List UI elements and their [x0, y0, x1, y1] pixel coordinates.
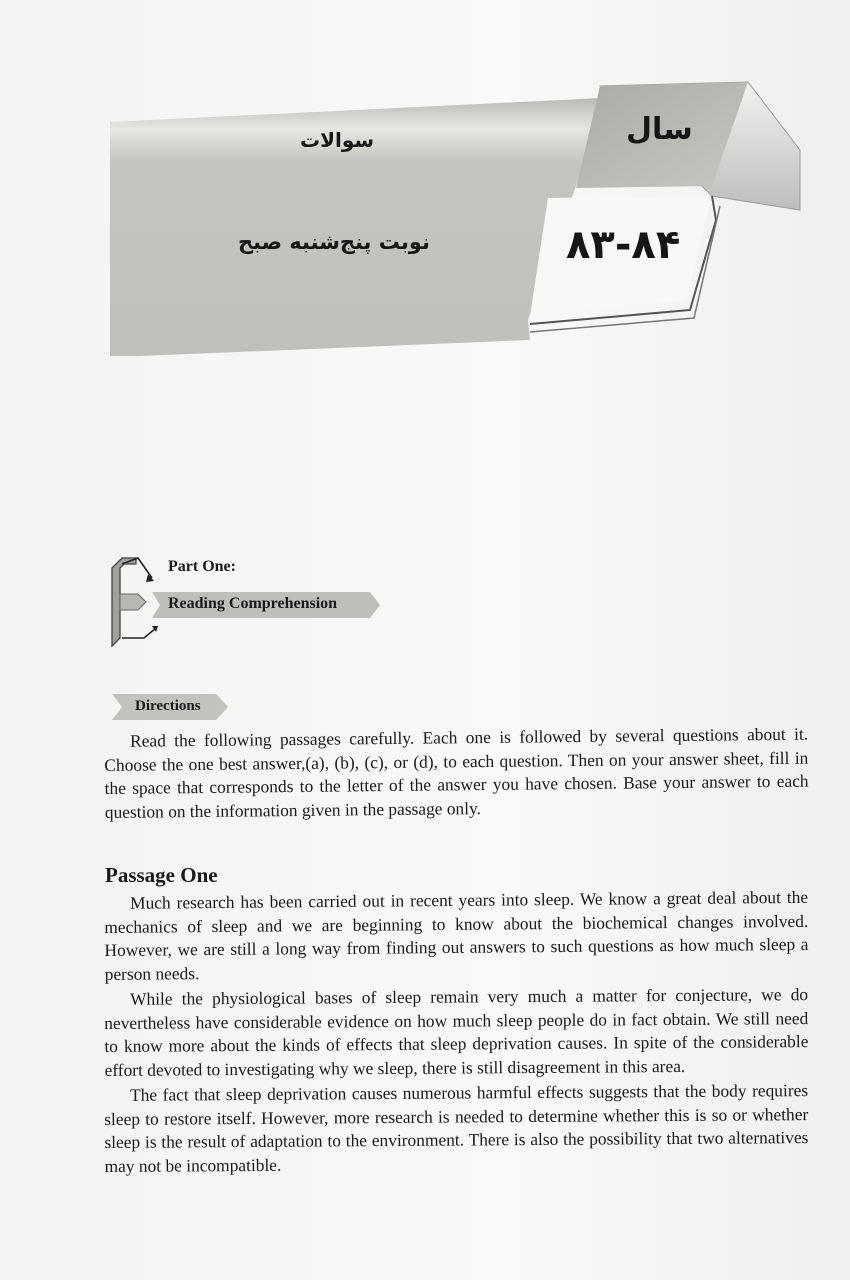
passage-paragraph [104, 1079, 809, 1178]
paragraph-text: Much research has been carried out in recent years into sleep. We know a great deal about the mechanics of sleep and we are beginning to know about the biochemical changes involved. However, we are still a long way from finding out answers to such questions as how much sleep a person needs. [104, 886, 809, 984]
directions-label: Directions [135, 698, 201, 714]
year-label: سال [626, 112, 693, 147]
header-banner [0, 0, 850, 400]
part-label: Part One: [168, 558, 236, 575]
directions-text [104, 723, 809, 825]
passage-title: Passage One [105, 863, 218, 887]
year-range: ۸۳-۸۴ [566, 222, 681, 268]
passage-paragraph [104, 983, 809, 1082]
session-heading: نوبت پنج‌شنبه صبح [238, 230, 430, 254]
passage-paragraph [104, 886, 809, 987]
paragraph-text: The fact that sleep deprivation causes numerous harmful effects suggests that the body requires sleep to restore itself. However, more research is needed to determine whether this is so or whether sleep is the result of adaptation to the environment. There is also the possibility that two alternatives may not be incompatible. [104, 1080, 809, 1176]
section-title: Reading Comprehension [168, 595, 338, 612]
directions-body: Read the following passages carefully. Each one is followed by several questions about it. Choose the one best answer,(a), (b), (c), or (d), to each question. Then on your answer sheet, fill in the space that corresponds to the letter of the answer you have chosen. Base your answer to each question on the information given in the passage only. [104, 723, 809, 822]
paragraph-text: While the physiological bases of sleep remain very much a matter for conjecture, we do nevertheless have considerable evidence on how much sleep people do in fact obtain. We still need to know more about the kinds of effects that sleep deprivation causes. In spite of the considerable effort devoted to investigating why we sleep, there is still disagreement in this area. [104, 984, 809, 1080]
questions-heading: سوالات [300, 128, 375, 152]
